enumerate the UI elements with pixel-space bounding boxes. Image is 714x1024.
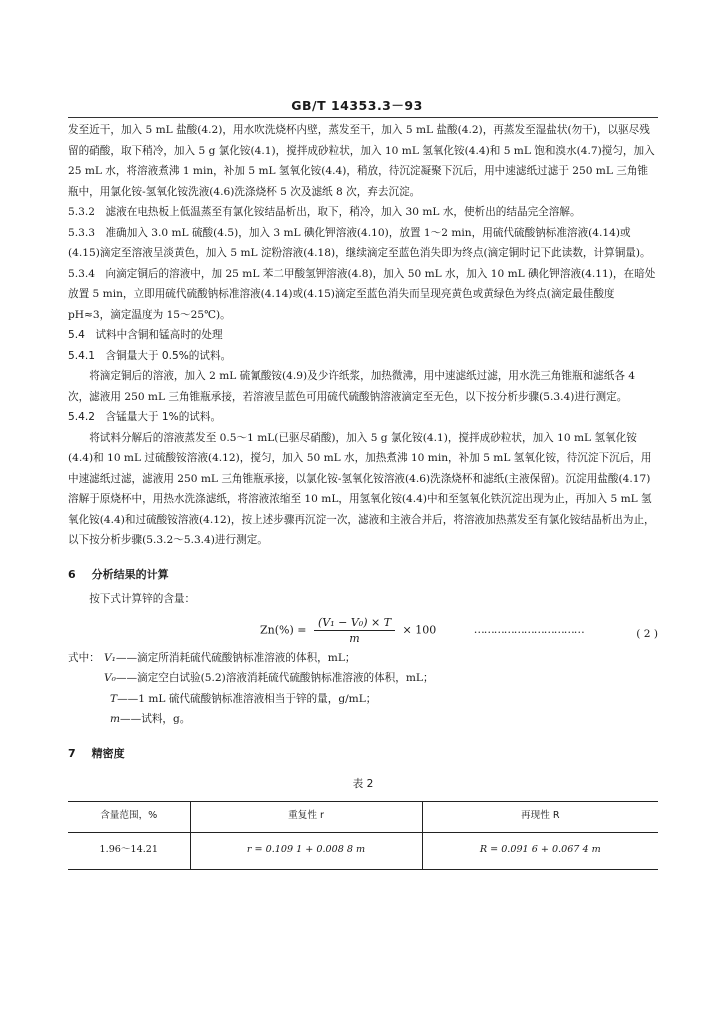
paragraph-5-3-2: 5.3.2 滤液在电热板上低温蒸至有氯化铵结晶析出，取下，稍冷，加入 30 mL 水，使析出的结晶完全溶解。: [68, 206, 581, 218]
section-6-heading: [68, 565, 658, 586]
formula-leader-dots: ……………………………: [473, 623, 584, 636]
table-caption: 表 2: [352, 778, 374, 790]
section-6-title: 分析结果的计算: [91, 567, 169, 581]
section-6-number: 6: [68, 567, 76, 581]
table-header-cell: 再现性 R: [422, 801, 658, 832]
paragraph-5-4-2: 将试料分解后的溶液蒸发至 0.5～1 mL(已驱尽硝酸)，加入 5 g 氯化铵(4.1)，搅拌成砂粒状，加入 10 mL 氢氧化铵(4.4)和 10 mL 过硫酸铵溶液(4.12)，搅匀，加入 50 mL 水，加热煮沸 10 min，补加 5 mL 氢氧化铵，待沉淀下沉后，用中速滤纸过滤，滤液用 250 mL 三角锥瓶承接，以氯化铵-氢氧化铵溶液(4.6)洗涤烧杯和滤纸(主液保留)。沉淀用盐酸(4.17)溶解于原烧杯中，用热水洗涤滤纸，将溶液浓缩至 10 mL，用氢氧化铵(4.4)中和至氢氧化铁沉淀出现为止，再加入 5 mL 氢氧化铵(4.4)和过硫酸铵溶液(4.12)，按上述步骤再沉淀一次，滤液和主液合并后，将溶液加热蒸发至有氯化铵结晶析出为止，以下按分析步骤(5.3.2～5.3.4)进行测定。: [68, 431, 655, 546]
table-cell: R = 0.091 6 + 0.067 4 m: [422, 832, 658, 869]
variable-definitions: [68, 648, 658, 730]
formula-expression: [260, 615, 584, 646]
section-7-heading: [68, 744, 658, 765]
section-7-number: 7: [68, 746, 76, 760]
table-header-row: [68, 801, 658, 832]
heading-5-4: 5.4 试料中含铜和锰高时的处理: [68, 329, 223, 341]
paragraph-continuation: 发至近干，加入 5 mL 盐酸(4.2)，用水吹洗烧杯内壁，蒸发至干，加入 5 mL 盐酸(4.2)，再蒸发至湿盐状(勿干)，以驱尽残留的硝酸，取下稍冷，加入 5 g 氯化铵(4.1)，搅拌成砂粒状，加入 10 mL 氢氧化铵(4.4)和 5 mL 饱和溴水(4.7)搅匀，加入 25 mL 水，将溶液煮沸 1 min，补加 5 mL 氢氧化铵(4.4)，稍放，待沉淀凝聚下沉后，用中速滤纸过滤于 250 mL 三角锥瓶中，用氯化铵-氢氧化铵洗液(4.6)洗涤烧杯 5 次及滤纸 8 次，弃去沉淀。: [68, 124, 655, 198]
table-cell: r = 0.109 1 + 0.008 8 m: [190, 832, 422, 869]
variable-row: V₀——滴定空白试验(5.2)溶液消耗硫代硫酸钠标准溶液的体积，mL；: [104, 672, 434, 684]
equation-number: ( 2 ): [636, 627, 658, 640]
standard-code-header: GB/T 14353.3－93: [291, 98, 423, 113]
formula-2: [68, 612, 658, 648]
paragraph-5-4-1: 将滴定铜后的溶液，加入 2 mL 硫氰酸铵(4.9)及少许纸浆，加热微沸，用中速滤纸过滤，用水洗三角锥瓶和滤纸各 4 次，滤液用 250 mL 三角锥瓶承接，若溶液呈蓝色可用硫代硫酸钠溶液滴定至无色，以下按分析步骤(5.3.4)进行测定。: [68, 370, 636, 403]
heading-5-4-1: 5.4.1 含铜量大于 0.5%的试料。: [68, 349, 232, 362]
header-rule: [68, 117, 658, 118]
table-cell: 1.96～14.21: [99, 844, 158, 856]
section-7-title: 精密度: [91, 746, 125, 760]
formula-denominator: m: [349, 631, 360, 645]
precision-table: [68, 801, 658, 870]
variable-row: 式中： V₁——滴定所消耗硫代硫酸钠标准溶液的体积，mL；: [68, 651, 356, 664]
formula-intro: 按下式计算锌的含量：: [89, 593, 196, 605]
table-header-cell: 含量范围，%: [100, 810, 158, 822]
document-body: [68, 120, 658, 870]
formula-fraction: [314, 615, 395, 646]
formula-numerator: (V₁ − V₀) × T: [314, 615, 395, 631]
variable-row: T——1 mL 硫代硫酸钠标准溶液相当于锌的量，g/mL；: [110, 692, 377, 705]
heading-5-4-2: 5.4.2 含锰量大于 1%的试料。: [68, 411, 222, 423]
variable-row: m——试料，g。: [110, 713, 191, 725]
table-row: [68, 832, 658, 869]
paragraph-5-3-3: 5.3.3 准确加入 3.0 mL 硫酸(4.5)，加入 3 mL 碘化钾溶液(4.10)，放置 1～2 min，用硫代硫酸钠标准溶液(4.14)或(4.15)滴定至溶液呈淡黄色，加入 5 mL 淀粉溶液(4.18)，继续滴定至蓝色消失即为终点(滴定铜时记下此读数，计算铜量)。: [68, 226, 651, 259]
paragraph-5-3-4: 5.3.4 向滴定铜后的溶液中，加 25 mL 苯二甲酸氢钾溶液(4.8)，加入 50 mL 水，加入 10 mL 碘化钾溶液(4.11)，在暗处放置 5 min，立即用硫代硫酸钠标准溶液(4.14)或(4.15)滴定至蓝色消失而呈现亮黄色或黄绿色为终点(滴定最佳酸度 pH≈3，滴定温度为 15～25℃)。: [68, 267, 656, 321]
formula-lhs: Zn(%) =: [260, 623, 307, 636]
table-header-cell: 重复性 r: [190, 801, 422, 832]
formula-rhs: × 100: [402, 623, 437, 636]
